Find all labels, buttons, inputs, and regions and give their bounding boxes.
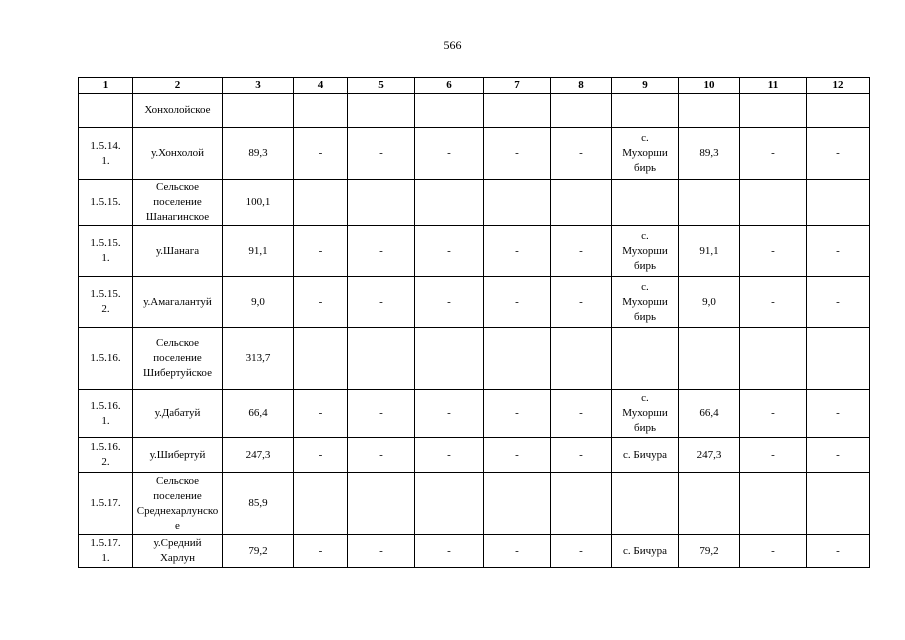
table-cell-col-9: с. Бичура <box>612 438 679 473</box>
table-cell-col-9: с. Мухорши бирь <box>612 277 679 328</box>
page-number: 566 <box>443 38 462 52</box>
table-cell-col-7: - <box>484 535 551 568</box>
table-cell-col-4: - <box>294 226 348 277</box>
table-cell-col-1: 1.5.14. 1. <box>79 128 133 180</box>
table-cell-col-2: у.Шанага <box>133 226 223 277</box>
table-cell-col-12: - <box>807 277 870 328</box>
table-row <box>79 390 870 438</box>
table-cell-col-4: - <box>294 277 348 328</box>
table-cell-col-5 <box>348 180 415 226</box>
table-cell-col-8 <box>551 180 612 226</box>
table-cell-col-3: 91,1 <box>223 226 294 277</box>
table-cell-col-8: - <box>551 535 612 568</box>
table-cell-col-5 <box>348 473 415 535</box>
table-cell-col-11: - <box>740 277 807 328</box>
column-header-6: 6 <box>415 78 484 94</box>
table-cell-col-4: - <box>294 390 348 438</box>
table-cell-col-1: 1.5.16. 1. <box>79 390 133 438</box>
column-header-9: 9 <box>612 78 679 94</box>
table-cell-col-7: - <box>484 390 551 438</box>
table-cell-col-11: - <box>740 535 807 568</box>
table-cell-col-7 <box>484 473 551 535</box>
table-cell-col-6 <box>415 328 484 390</box>
table-cell-col-9: с. Бичура <box>612 535 679 568</box>
table-cell-col-10: 66,4 <box>679 390 740 438</box>
column-header-4: 4 <box>294 78 348 94</box>
table-cell-col-3: 9,0 <box>223 277 294 328</box>
table-cell-col-2: у.Средний Харлун <box>133 535 223 568</box>
table-cell-col-7 <box>484 94 551 128</box>
table-cell-col-1: 1.5.15. 2. <box>79 277 133 328</box>
table-cell-col-11: - <box>740 390 807 438</box>
table-cell-col-9 <box>612 473 679 535</box>
table-cell-col-2: у.Хонхолой <box>133 128 223 180</box>
table-cell-col-6 <box>415 180 484 226</box>
table-cell-col-7: - <box>484 128 551 180</box>
table-cell-col-8: - <box>551 390 612 438</box>
table-cell-col-12: - <box>807 128 870 180</box>
column-header-10: 10 <box>679 78 740 94</box>
column-header-5: 5 <box>348 78 415 94</box>
table-cell-col-1: 1.5.17. <box>79 473 133 535</box>
table-cell-col-8 <box>551 473 612 535</box>
table-cell-col-11: - <box>740 226 807 277</box>
table-cell-col-2: Хонхолойское <box>133 94 223 128</box>
table-cell-col-3: 85,9 <box>223 473 294 535</box>
column-header-12: 12 <box>807 78 870 94</box>
table-row <box>79 226 870 277</box>
table-cell-col-12: - <box>807 226 870 277</box>
column-header-1: 1 <box>79 78 133 94</box>
table-cell-col-2: Сельское поселение Шибертуйское <box>133 328 223 390</box>
table-body <box>79 94 870 568</box>
table-cell-col-6: - <box>415 277 484 328</box>
table-cell-col-1: 1.5.15. 1. <box>79 226 133 277</box>
table-cell-col-9 <box>612 328 679 390</box>
table-cell-col-5 <box>348 94 415 128</box>
table-cell-col-9: с. Мухорши бирь <box>612 226 679 277</box>
table-cell-col-6: - <box>415 226 484 277</box>
table-cell-col-3: 79,2 <box>223 535 294 568</box>
table-row <box>79 94 870 128</box>
table-cell-col-4: - <box>294 438 348 473</box>
table-cell-col-6 <box>415 473 484 535</box>
table-cell-col-8: - <box>551 226 612 277</box>
table-cell-col-12 <box>807 180 870 226</box>
column-header-2: 2 <box>133 78 223 94</box>
table-cell-col-9: с. Мухорши бирь <box>612 390 679 438</box>
table-cell-col-4: - <box>294 535 348 568</box>
table-cell-col-1 <box>79 94 133 128</box>
data-table <box>78 77 870 568</box>
table-cell-col-8: - <box>551 128 612 180</box>
table-cell-col-10 <box>679 328 740 390</box>
table-cell-col-6: - <box>415 438 484 473</box>
table-cell-col-5: - <box>348 390 415 438</box>
table-row <box>79 473 870 535</box>
table-cell-col-9 <box>612 180 679 226</box>
table-row <box>79 180 870 226</box>
table-cell-col-5: - <box>348 277 415 328</box>
column-header-3: 3 <box>223 78 294 94</box>
table-cell-col-10: 247,3 <box>679 438 740 473</box>
table-cell-col-11: - <box>740 438 807 473</box>
table-cell-col-10: 89,3 <box>679 128 740 180</box>
table-cell-col-2: у.Шибертуй <box>133 438 223 473</box>
table-cell-col-9: с. Мухорши бирь <box>612 128 679 180</box>
table-cell-col-8: - <box>551 438 612 473</box>
table-cell-col-4 <box>294 328 348 390</box>
column-header-11: 11 <box>740 78 807 94</box>
table-cell-col-1: 1.5.17. 1. <box>79 535 133 568</box>
table-cell-col-10 <box>679 473 740 535</box>
table-cell-col-3: 313,7 <box>223 328 294 390</box>
table-cell-col-10 <box>679 180 740 226</box>
table-cell-col-7: - <box>484 438 551 473</box>
table-cell-col-4 <box>294 473 348 535</box>
table-cell-col-3: 100,1 <box>223 180 294 226</box>
table-row <box>79 277 870 328</box>
table-cell-col-11 <box>740 473 807 535</box>
table-cell-col-1: 1.5.15. <box>79 180 133 226</box>
table-cell-col-8 <box>551 328 612 390</box>
table-cell-col-10: 79,2 <box>679 535 740 568</box>
table-row <box>79 535 870 568</box>
table-cell-col-10 <box>679 94 740 128</box>
table-header-row <box>79 78 870 94</box>
table-cell-col-9 <box>612 94 679 128</box>
table-cell-col-2: у.Дабатуй <box>133 390 223 438</box>
table-cell-col-3: 89,3 <box>223 128 294 180</box>
table-cell-col-1: 1.5.16. <box>79 328 133 390</box>
table-cell-col-4: - <box>294 128 348 180</box>
column-header-7: 7 <box>484 78 551 94</box>
table-cell-col-5 <box>348 328 415 390</box>
table-cell-col-2: Сельское поселение Шанагинское <box>133 180 223 226</box>
table-cell-col-5: - <box>348 438 415 473</box>
table-cell-col-7: - <box>484 277 551 328</box>
column-header-8: 8 <box>551 78 612 94</box>
table-cell-col-5: - <box>348 226 415 277</box>
table-cell-col-3 <box>223 94 294 128</box>
table-cell-col-7 <box>484 180 551 226</box>
table-cell-col-11: - <box>740 128 807 180</box>
table-cell-col-12 <box>807 328 870 390</box>
table-cell-col-10: 91,1 <box>679 226 740 277</box>
table-cell-col-11 <box>740 94 807 128</box>
table-row <box>79 328 870 390</box>
table-cell-col-1: 1.5.16. 2. <box>79 438 133 473</box>
table-cell-col-3: 66,4 <box>223 390 294 438</box>
table-cell-col-11 <box>740 180 807 226</box>
table-cell-col-4 <box>294 94 348 128</box>
table-cell-col-12: - <box>807 390 870 438</box>
table-cell-col-5: - <box>348 128 415 180</box>
table-cell-col-2: у.Амагалантуй <box>133 277 223 328</box>
table-cell-col-2: Сельское поселение Среднехарлунское <box>133 473 223 535</box>
table-cell-col-4 <box>294 180 348 226</box>
table-cell-col-3: 247,3 <box>223 438 294 473</box>
table-cell-col-7: - <box>484 226 551 277</box>
table-row <box>79 128 870 180</box>
table-cell-col-8: - <box>551 277 612 328</box>
table-cell-col-6: - <box>415 128 484 180</box>
table-cell-col-12: - <box>807 535 870 568</box>
table-cell-col-12 <box>807 94 870 128</box>
table-cell-col-8 <box>551 94 612 128</box>
table-row <box>79 438 870 473</box>
table-cell-col-12: - <box>807 438 870 473</box>
table-cell-col-11 <box>740 328 807 390</box>
table-cell-col-10: 9,0 <box>679 277 740 328</box>
table-cell-col-5: - <box>348 535 415 568</box>
table-cell-col-12 <box>807 473 870 535</box>
table-cell-col-6 <box>415 94 484 128</box>
table-cell-col-7 <box>484 328 551 390</box>
table-cell-col-6: - <box>415 390 484 438</box>
table-cell-col-6: - <box>415 535 484 568</box>
